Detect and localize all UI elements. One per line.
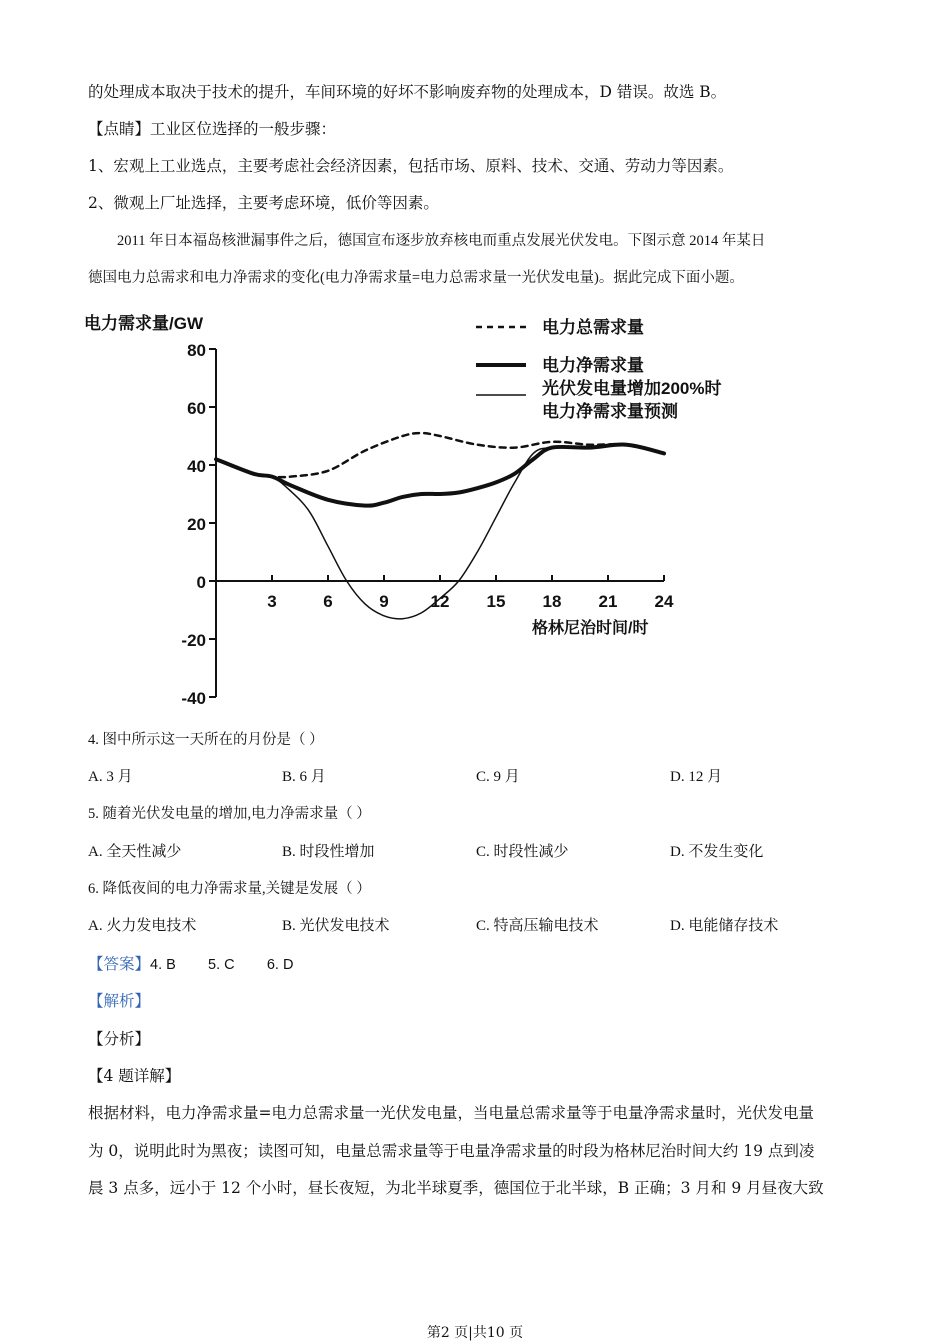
answer-label: 【答案】 [88, 955, 151, 973]
legend-label-forecast-1: 光伏发电量增加200%时 [542, 379, 722, 398]
page-footer: 第2 页|共10 页 [426, 1325, 524, 1341]
q4-detail-heading: 【4 题详解】 [88, 1067, 181, 1085]
q4-option-d: D. 12 月 [670, 769, 723, 785]
y-tick-label: 80 [187, 341, 206, 360]
q6-option-a: A. 火力发电技术 [88, 918, 197, 934]
x-tick-label: 12 [430, 592, 450, 611]
q6-option-b: B. 光伏发电技术 [282, 918, 390, 934]
chart-legend [476, 317, 721, 421]
series-total-demand [216, 433, 664, 477]
y-tick-label: 60 [187, 399, 206, 418]
text-line-1: 的处理成本取决于技术的提升，车间环境的好坏不影响废弃物的处理成本，D 错误。故选 B。 [88, 83, 727, 101]
q4-option-c: C. 9 月 [476, 769, 520, 785]
material-line-1: 2011 年日本福岛核泄漏事件之后，德国宣布逐步放弃核电而重点发展光伏发电。下图示意 2014 年某日 [117, 233, 766, 249]
x-tick-label: 24 [654, 592, 674, 611]
tip-item-2: 2、微观上厂址选择，主要考虑环境，低价等因素。 [88, 194, 439, 212]
detail-line-2: 为 0，说明此时为黑夜；读图可知，电量总需求量等于电量净需求量的时段为格林尼治时间大约 19 点到凌 [88, 1142, 815, 1160]
chart-series [216, 433, 664, 619]
legend-label-total: 电力总需求量 [542, 318, 644, 337]
material-line-2: 德国电力总需求和电力净需求的变化(电力净需求量=电力总需求量一光伏发电量)。据此完成下面小题。 [88, 270, 744, 286]
question-5: 5. 随着光伏发电量的增加,电力净需求量（ ） [88, 806, 371, 822]
question-4: 4. 图中所示这一天所在的月份是（ ） [88, 732, 324, 748]
q5-option-b: B. 时段性增加 [282, 844, 375, 860]
question-6: 6. 降低夜间的电力净需求量,关键是发展（ ） [88, 881, 371, 897]
q5-option-c: C. 时段性减少 [476, 844, 569, 860]
y-axis-label: 电力需求量/GW [84, 314, 203, 333]
y-tick-label: 40 [187, 457, 206, 476]
y-tick-label: -20 [181, 631, 206, 650]
answer-line [88, 954, 878, 975]
y-tick-label: -40 [181, 689, 206, 708]
y-tick-label: 0 [196, 573, 206, 592]
legend-label-net: 电力净需求量 [542, 356, 644, 375]
x-tick-label: 6 [323, 592, 333, 611]
x-tick-label: 15 [486, 592, 506, 611]
q6-option-c: C. 特高压输电技术 [476, 918, 599, 934]
x-axis-label: 格林尼治时间/时 [532, 620, 649, 637]
electricity-demand-chart [80, 305, 800, 715]
q4-option-b: B. 6 月 [282, 769, 326, 785]
tip-item-1: 1、宏观上工业选点，主要考虑社会经济因素，包括市场、原料、技术、交通、劳动力等因素。 [88, 157, 734, 175]
fenxi-label: 【分析】 [88, 1030, 151, 1048]
x-tick-label: 9 [379, 592, 389, 611]
y-tick-label: 20 [187, 515, 206, 534]
x-tick-label: 18 [542, 592, 562, 611]
q5-option-a: A. 全天性减少 [88, 844, 182, 860]
detail-line-3: 晨 3 点多，远小于 12 个小时，昼长夜短，为北半球夏季，德国位于北半球，B 正确；3 月和 9 月昼夜大致 [88, 1179, 824, 1197]
tip-heading: 【点睛】工业区位选择的一般步骤： [88, 120, 337, 138]
legend-label-forecast-2: 电力净需求量预测 [542, 402, 678, 421]
q4-option-a: A. 3 月 [88, 769, 133, 785]
x-tick-label: 21 [598, 592, 618, 611]
x-tick-label: 3 [267, 592, 277, 611]
q5-option-d: D. 不发生变化 [670, 844, 764, 860]
series-net-demand [216, 445, 664, 506]
answer-values: 4. B 5. C 6. D [150, 957, 294, 973]
analysis-label: 【解析】 [88, 992, 151, 1010]
q6-option-d: D. 电能储存技术 [670, 918, 779, 934]
detail-line-1: 根据材料，电力净需求量=电力总需求量一光伏发电量，当电量总需求量等于电量净需求量时，光伏发电量 [88, 1104, 814, 1122]
